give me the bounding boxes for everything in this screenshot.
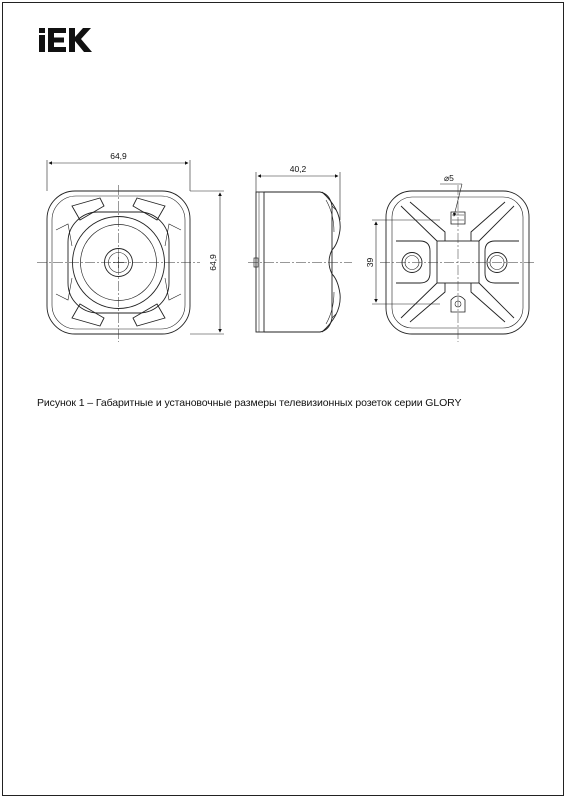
side-view	[254, 192, 340, 332]
front-height-label: 64,9	[208, 254, 218, 271]
front-width-label: 64,9	[110, 151, 127, 161]
back-hole-label: ⌀5	[444, 173, 454, 183]
back-mount-label: 39	[365, 257, 375, 268]
figure-caption: Рисунок 1 – Габаритные и установочные размеры телевизионных розеток серии GLORY	[37, 397, 462, 409]
technical-drawing	[0, 140, 568, 350]
iek-logo	[38, 28, 94, 52]
side-depth-label: 40,2	[289, 164, 307, 174]
